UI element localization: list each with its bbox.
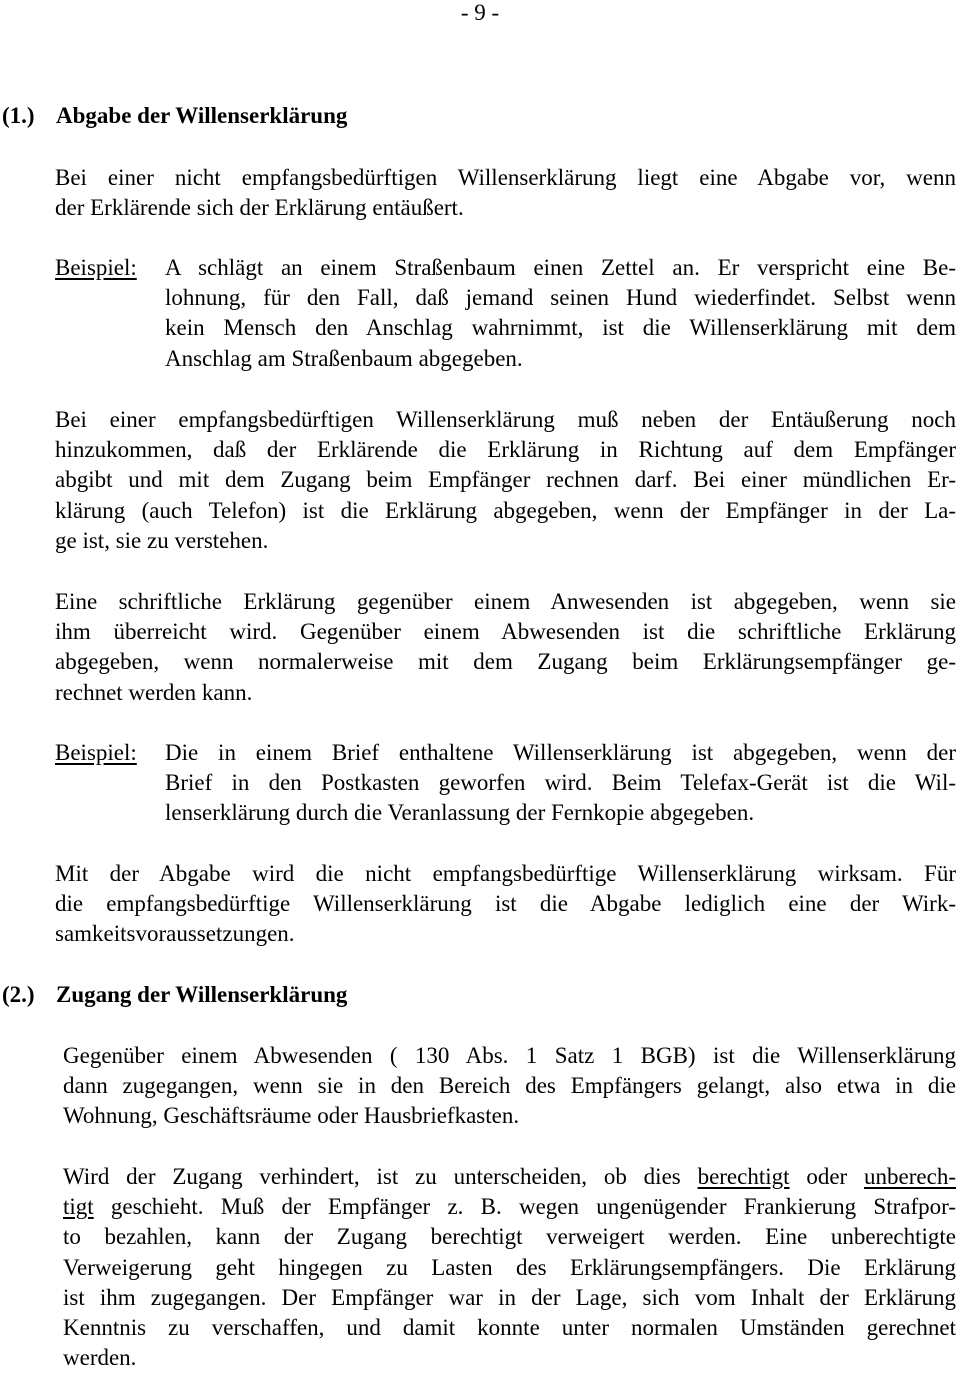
text-line: ihm überreicht wird. Gegenüber einem Abwesenden ist die schriftliche Erklärung	[55, 619, 956, 645]
text-line: der Erklärende sich der Erklärung entäußert.	[55, 195, 464, 221]
text-line: dann zugegangen, wenn sie in den Bereich des Empfängers gelangt, also etwa in die	[63, 1073, 956, 1099]
section-1-number: (1.)	[2, 103, 35, 128]
example-text	[165, 738, 956, 829]
page-number: - 9 -	[460, 0, 500, 25]
example-label: Beispiel:	[55, 740, 137, 765]
text-line: Kenntnis zu verschaffen, und damit konnte unter normalen Umständen gerechnet	[63, 1315, 956, 1341]
text-line: Bei einer empfangsbedürftigen Willenserklärung muß neben der Entäußerung noch	[55, 407, 956, 432]
text-line: klärung (auch Telefon) ist die Erklärung abgegeben, wenn der Empfänger in der La-	[55, 497, 956, 523]
text-line: Gegenüber einem Abwesenden ( 130 Abs. 1 Satz 1 BGB) ist die Willenserklärung	[63, 1043, 956, 1068]
paragraph	[55, 405, 956, 556]
text-line: Verweigerung geht hingegen zu Lasten des Erklärungsempfängers. Die Erklärung	[63, 1254, 956, 1280]
section-2-heading	[2, 980, 347, 1010]
text-run: geschieht. Muß der Empfänger z. B. wegen ungenügender Frankierung Strafpor-	[93, 1194, 956, 1220]
text-line: Mit der Abgabe wird die nicht empfangsbedürftige Willenserklärung wirksam. Für	[55, 861, 956, 886]
text-line: kein Mensch den Anschlag wahrnimmt, ist die Willenserklärung mit dem	[165, 315, 956, 341]
text-line: ist ihm zugegangen. Der Empfänger war in der Lage, sich vom Inhalt der Erklärung	[63, 1284, 956, 1310]
paragraph	[55, 163, 956, 223]
text-line	[63, 1192, 956, 1222]
text-line: hinzukommen, daß der Erklärende die Erklärung in Richtung auf dem Empfänger	[55, 437, 956, 463]
section-1-heading	[2, 101, 347, 131]
text-line: abgegeben, wenn normalerweise mit dem Zugang beim Erklärungsempfänger ge-	[55, 649, 956, 675]
section-1-title: Abgabe der Willenserklärung	[56, 103, 348, 128]
text-line: samkeitsvoraussetzungen.	[55, 921, 295, 947]
paragraph	[63, 1041, 956, 1132]
underlined-word: tigt	[63, 1194, 94, 1220]
text-line: Anschlag am Straßenbaum abgegeben.	[165, 345, 523, 371]
text-line: Wohnung, Geschäftsräume oder Hausbriefkasten.	[63, 1103, 520, 1129]
example-text	[165, 253, 956, 374]
text-line: rechnet werden kann.	[55, 679, 253, 705]
underlined-word: unberech-	[864, 1164, 956, 1189]
section-2-number: (2.)	[2, 982, 35, 1007]
paragraph	[55, 859, 956, 950]
example-label: Beispiel:	[55, 255, 137, 280]
paragraph	[63, 1162, 956, 1373]
text-line: Eine schriftliche Erklärung gegenüber einem Anwesenden ist abgegeben, wenn sie	[55, 589, 956, 614]
paragraph	[55, 587, 956, 708]
text-line: A schlägt an einem Straßenbaum einen Zettel an. Er verspricht eine Be-	[165, 255, 956, 280]
underlined-word: berechtigt	[697, 1164, 790, 1189]
text-line: Die in einem Brief enthaltene Willenserklärung ist abgegeben, wenn der	[165, 740, 956, 765]
text-line: to bezahlen, kann der Zugang berechtigt verweigert werden. Eine unberechtigte	[63, 1224, 956, 1250]
section-2-title: Zugang der Willenserklärung	[56, 982, 348, 1007]
text-line: Brief in den Postkasten geworfen wird. Beim Telefax-Gerät ist die Wil-	[165, 770, 956, 796]
text-line: lohnung, für den Fall, daß jemand seinen Hund wiederfindet. Selbst wenn	[165, 285, 956, 311]
text-line: ge ist, sie zu verstehen.	[55, 527, 269, 553]
text-line: werden.	[63, 1345, 137, 1371]
text-line: abgibt und mit dem Zugang beim Empfänger rechnen darf. Bei einer mündlichen Er-	[55, 467, 956, 493]
text-run: oder	[789, 1164, 865, 1189]
text-line: Bei einer nicht empfangsbedürftigen Willenserklärung liegt eine Abgabe vor, wenn	[55, 165, 956, 190]
text-run: Wird der Zugang verhindert, ist zu unterscheiden, ob dies	[63, 1164, 698, 1189]
text-line: lenserklärung durch die Veranlassung der Fernkopie abgegeben.	[165, 800, 755, 826]
text-line	[63, 1162, 956, 1192]
text-line: die empfangsbedürftige Willenserklärung ist die Abgabe lediglich eine der Wirk-	[55, 891, 956, 917]
